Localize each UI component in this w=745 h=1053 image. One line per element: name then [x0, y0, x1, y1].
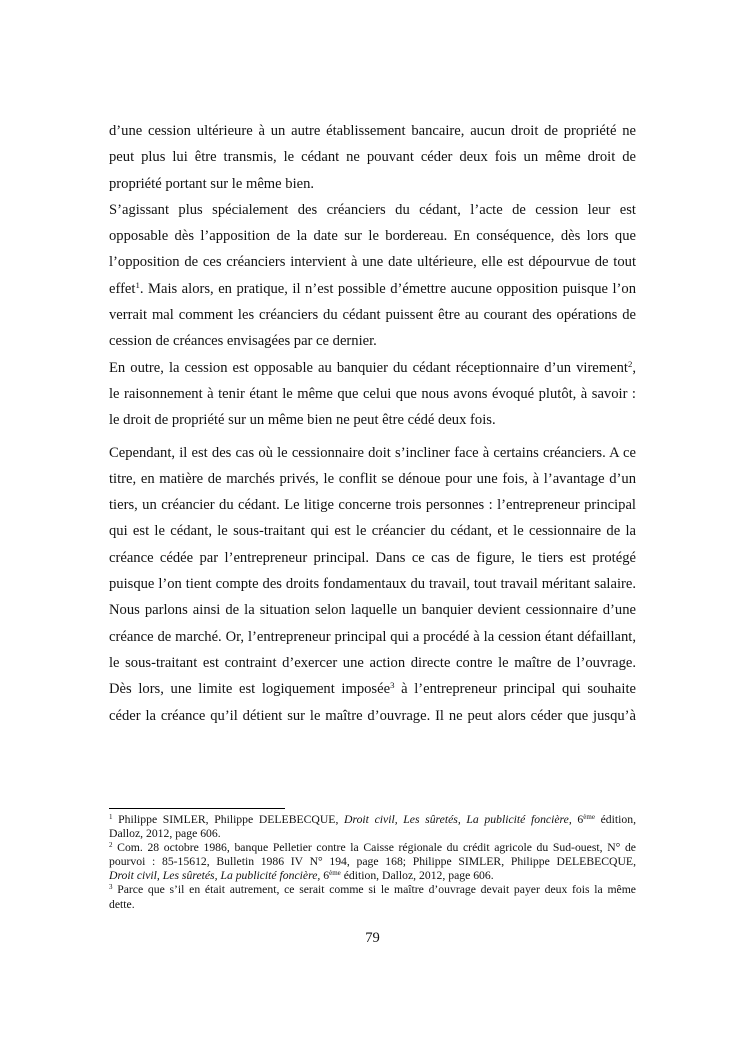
text-run: Nous parlons ainsi de la situation selon laquelle un banquier devient cessionnaire d’une: [109, 602, 636, 619]
text-line: [109, 253, 636, 279]
text-line: [109, 628, 636, 654]
text-run: 6: [571, 813, 584, 826]
footnote-separator: [109, 808, 285, 809]
text-line: [109, 898, 636, 912]
text-run: créance de marché. Or, l’entrepreneur principal qui a procédé à la cession étant défaillant,: [109, 628, 636, 645]
text-run: à l’entrepreneur principal qui souhaite: [394, 681, 636, 698]
footnotes: [109, 813, 636, 912]
text-line: [109, 122, 636, 148]
text-run: tiers, un créancier du cédant. Le litige concerne trois personnes : l’entrepreneur principal: [109, 497, 636, 514]
text-line: [109, 306, 636, 332]
paragraph: [109, 444, 636, 733]
italic-title: Droit civil, Les sûretés, La publicité foncière,: [344, 813, 572, 826]
text-line: [109, 575, 636, 601]
text-run: S’agissant plus spécialement des créanciers du cédant, l’acte de cession leur est: [109, 201, 636, 218]
footnote: [109, 883, 636, 911]
text-run: édition, Dalloz, 2012, page 606.: [340, 869, 494, 883]
superscript: 2: [109, 841, 113, 850]
text-line: [109, 175, 636, 201]
text-line: [109, 385, 636, 411]
text-run: le droit de propriété sur un même bien ne peut être cédé deux fois.: [109, 412, 496, 429]
superscript: 3: [390, 680, 395, 691]
text-line: [109, 359, 636, 385]
text-run: peut plus lui être transmis, le cédant ne pouvant céder deux fois un même droit de: [109, 149, 636, 166]
text-line: [109, 855, 636, 869]
text-run: le sous-traitant est contraint d’exercer une action directe contre le maître de l’ouvrage.: [109, 654, 636, 671]
text-line: [109, 522, 636, 548]
superscript: 1: [135, 279, 140, 290]
text-run: titre, en matière de marchés privés, le conflit se dénoue pour une fois, à l’avantage d’un: [109, 470, 636, 487]
text-line: [109, 707, 636, 733]
text-line: [109, 654, 636, 680]
text-line: [109, 470, 636, 496]
text-run: Parce que s’il en était autrement, ce serait comme si le maître d’ouvrage devait payer deux fois la même: [112, 883, 636, 897]
text-line: [109, 549, 636, 575]
text-line: [109, 201, 636, 227]
superscript: 3: [109, 883, 113, 892]
text-run: dette.: [109, 897, 135, 911]
text-line: [109, 869, 636, 883]
text-run: céder la créance qu’il détient sur le maître d’ouvrage. Il ne peut alors céder que jusqu’à: [109, 707, 636, 724]
text-run: 6: [320, 869, 330, 883]
text-line: [109, 680, 636, 706]
superscript: 2: [627, 358, 633, 369]
superscript: ème: [583, 813, 595, 822]
text-line: [109, 883, 636, 897]
text-line: [109, 148, 636, 174]
text-run: créance cédée par l’entrepreneur principal. Dans ce cas de figure, le tiers est protégé: [109, 549, 636, 566]
superscript: 1: [109, 813, 113, 822]
footnote: [109, 841, 636, 883]
text-line: [109, 496, 636, 522]
text-run: cession de créances envisagées par ce dernier.: [109, 333, 377, 350]
text-run: opposable dès l’apposition de la date sur le bordereau. En conséquence, dès lors que: [109, 228, 636, 245]
superscript: ème: [329, 869, 341, 878]
text-run: Philippe SIMLER, Philippe DELEBECQUE,: [112, 813, 345, 826]
text-run: qui est le cédant, le sous-traitant qui est le créancier du cédant, et le cessionnaire de la: [109, 523, 636, 540]
text-run: pourvoi : 85-15612, Bulletin 1986 IV N° 194, page 168; Philippe SIMLER, Philippe DELEBECQUE,: [109, 855, 636, 869]
paragraph: [109, 359, 636, 438]
text-line: [109, 841, 636, 855]
page-number: 79: [365, 930, 380, 946]
text-run: puisque l’on tient compte des droits fondamentaux du travail, tout travail méritant salaire.: [109, 576, 636, 593]
text-run: édition,: [594, 813, 636, 826]
text-line: [109, 280, 636, 306]
text-run: En outre, la cession est opposable au banquier du cédant réceptionnaire d’un virement: [109, 359, 628, 376]
text-line: [109, 411, 636, 437]
body-text: [109, 122, 636, 733]
text-line: [109, 827, 636, 841]
text-run: ,: [632, 359, 636, 376]
text-run: propriété portant sur le même bien.: [109, 175, 315, 192]
italic-title: Droit civil, Les sûretés, La publicité foncière,: [109, 869, 321, 883]
text-line: [109, 813, 636, 827]
text-run: le raisonnement à tenir étant le même que celui que nous avons évoqué plutôt, à savoir :: [109, 385, 636, 402]
text-line: [109, 444, 636, 470]
text-run: . Mais alors, en pratique, il n’est possible d’émettre aucune opposition puisque l’on: [139, 280, 636, 297]
text-run: Com. 28 octobre 1986, banque Pelletier contre la Caisse régionale du crédit agricole du Sud-ouest, N° de: [112, 841, 636, 855]
text-run: d’une cession ultérieure à un autre établissement bancaire, aucun droit de propriété ne: [109, 123, 636, 139]
text-run: Dalloz, 2012, page 606.: [109, 827, 221, 841]
paragraph: [109, 201, 636, 359]
text-run: effet: [109, 280, 136, 297]
text-run: verrait mal comment les créanciers du cédant puissent être au courant des opérations de: [109, 307, 636, 324]
text-run: l’opposition de ces créanciers intervient à une date ultérieure, elle est dépourvue de tout: [109, 254, 636, 271]
text-line: [109, 332, 636, 358]
paragraph: [109, 122, 636, 201]
text-run: Dès lors, une limite est logiquement imposée: [109, 681, 391, 698]
text-line: [109, 227, 636, 253]
text-line: [109, 601, 636, 627]
text-run: Cependant, il est des cas où le cessionnaire doit s’incliner face à certains créanciers. A ce: [109, 444, 636, 461]
footnote: [109, 813, 636, 841]
